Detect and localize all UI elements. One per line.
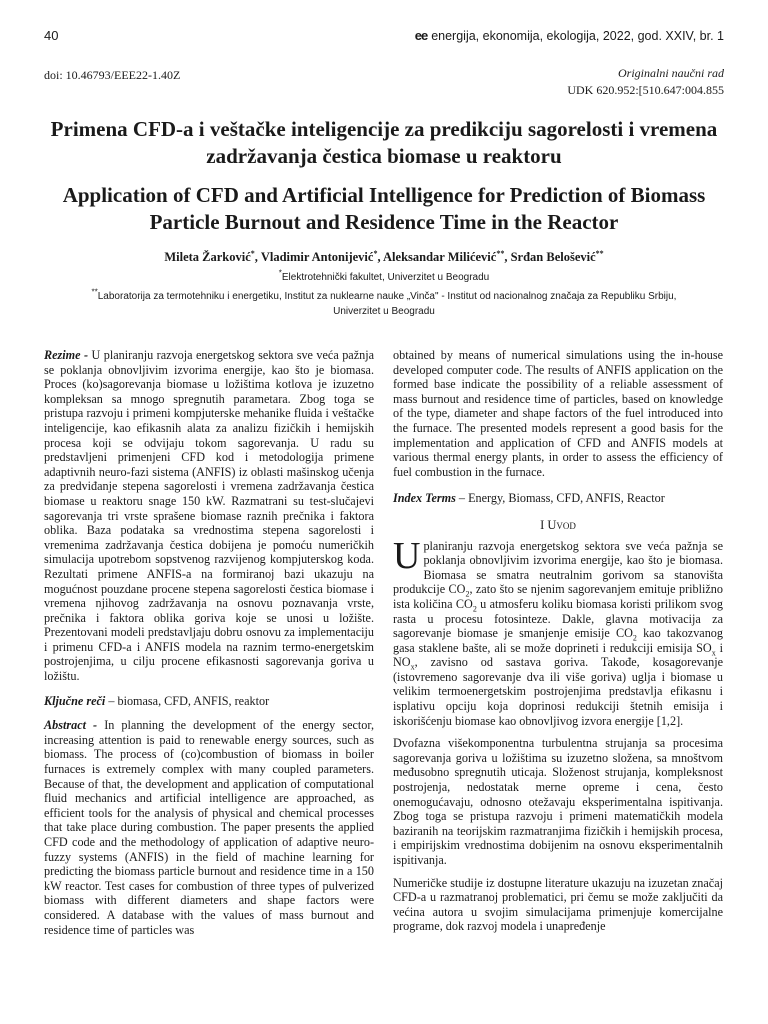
subscript: x bbox=[410, 662, 415, 672]
affiliation-text: Univerzitet u Beogradu bbox=[333, 306, 435, 317]
abstract-text: In planning the development of the energy sector, increasing attention is paid to renewable energy sources, such as biomass. The process of (co)combustion of biomass in boiler furnaces is extremely complex with many coupled parameters. Because of that, the development and application of computational fluid mechanics and artificial intelligence are approached, as efficient tools for the analysis of physical and chemical processes that take place during combustion. The paper presents the applied CFD code and the methodology of application of adaptive neuro-fuzzy systems (ANFIS) in the field of machine learning for predicting the biomass particle burnout and residence time in a 150 kW reactor. Test cases for combustion of three types of pulverized biomass with different diameters and shape factors were considered. A database with the values of mass burnout and residence time of particles was bbox=[44, 718, 375, 937]
abstract-continued: obtained by means of numerical simulations using the in-house developed computer code. The results of ANFIS application on the formed base indicate the possibility of a reliable assessment of mass burnout and residence time of particles, based on knowledge of the type, diameter and shape factors of the fuel introduced into the furnace. The presented models represent a good basis for the implementation and application of CFD and ANFIS models at various thermal energy plants, in order to assess the efficiency of fuel combustion in the furnace. bbox=[393, 348, 723, 479]
author-mark: * bbox=[250, 248, 255, 258]
rezime-paragraph bbox=[44, 348, 374, 684]
keywords-sr bbox=[44, 694, 374, 709]
intro-text: planiranju razvoja energetskog sektora sve veća pažnja se poklanja obnovljivim izvorima energije, kao što je biomasa. Biomasa se smatra neutralnim gorivom sa stanovišta produkcije CO bbox=[393, 538, 723, 597]
drop-cap: U bbox=[393, 534, 421, 577]
udk-code: UDK 620.952:[510.647:004.855 bbox=[567, 83, 724, 97]
journal-header bbox=[415, 28, 724, 43]
right-column bbox=[393, 348, 723, 942]
author-mark: * bbox=[373, 248, 378, 258]
title-serbian: Primena CFD-a i veštačke inteligencije za predikciju sagorelosti i vremena zadržavanja čestica biomase u reaktoru bbox=[50, 117, 718, 168]
title-english: Application of CFD and Artificial Intelligence for Prediction of Biomass Particle Burnout and Residence Time in the Reactor bbox=[62, 183, 706, 234]
paper-type: Originalni naučni rad bbox=[617, 66, 724, 80]
page-number: 40 bbox=[44, 28, 59, 43]
author-name: Srđan Belošević bbox=[510, 250, 596, 264]
author-name: Aleksandar Milićević bbox=[383, 250, 497, 264]
index-terms-label: Index Terms bbox=[393, 491, 456, 506]
rezime-label: Rezime - bbox=[44, 348, 89, 362]
subscript: x bbox=[711, 648, 716, 658]
index-terms-text: – Energy, Biomass, CFD, ANFIS, Reactor bbox=[458, 491, 665, 506]
author-name: Vladimir Antonijević bbox=[260, 250, 374, 264]
journal-logo-icon: ee bbox=[414, 28, 428, 43]
doi: doi: 10.46793/EEE22-1.40Z bbox=[44, 68, 181, 82]
author-mark: ** bbox=[595, 248, 604, 258]
index-terms bbox=[393, 491, 723, 506]
abstract-paragraph bbox=[44, 718, 374, 937]
subscript: 2 bbox=[632, 633, 637, 643]
intro-paragraph-1 bbox=[393, 534, 724, 729]
subscript: 2 bbox=[465, 589, 470, 599]
author-list: Mileta Žarković*, Vladimir Antonijević*, Aleksandar Milićević**, Srđan Belošević** bbox=[164, 248, 604, 264]
intro-text: , zato što se njenim sagorevanjem emituje približno ista količina CO bbox=[393, 582, 723, 611]
intro-paragraph-2: Dvofazna višekomponentna turbulentna strujanja sa procesima sagorevanja goriva u ložištima su izuzetno složena, sa mnoštvom međusobno spregnutih uticaja. Složenost strujanja, kompleksnost postrojenja, nedostatak merne opreme i cena, često onemogućavaju, odnosno otežavaju eksperimentalna ispitivanja. Zbog toga se pristupa razvoju i primeni matematičkih modela baziranih na teorijskim razmatranjima fizičkih i hemijskih procesa, i empirijskim vrednostima dobijenim na osnovu eksperimentalnih ispitivanja. bbox=[393, 736, 723, 867]
author-mark: ** bbox=[496, 248, 505, 258]
intro-text: , zavisno od sastava goriva. Takođe, kosagorevanje (istovremeno sagorevanje dva ili više goriva) uglja i biomase u velikim termoenergetskim postrojenjima predstavlja efikasnu i isplativu opciju koja doprinosi redukciji štetnih emisija i iskorišćenju biomase kao obnovljivog izvora energije [1,2]. bbox=[393, 655, 723, 728]
intro-text: i NO bbox=[393, 640, 724, 670]
affiliation-mark: ** bbox=[91, 287, 98, 297]
affiliation-text: Laboratorija za termotehniku i energetiku, Institut za nuklearne nauke „Vinča" - Institut od nacionalnog značaja za Republiku Srbiju, bbox=[97, 291, 677, 302]
subscript: 2 bbox=[472, 604, 477, 614]
section-heading: I Uvod bbox=[540, 517, 576, 532]
left-column bbox=[44, 348, 374, 945]
abstract-label: Abstract - bbox=[44, 718, 98, 733]
affiliation-mark: * bbox=[278, 268, 282, 278]
intro-text: u atmosferu koliku biomasa koristi prilikom svog rasta u procesu fotosinteze. Dakle, glavna motivacija za sagorevanje biomase je smanjenje emisije CO bbox=[393, 596, 723, 641]
affiliation-text: Elektrotehnički fakultet, Univerzitet u Beogradu bbox=[281, 272, 490, 283]
keywords-sr-label: Ključne reči bbox=[44, 693, 106, 708]
intro-text: kao takozvanog gasa staklene bašte, ali se može doprineti i redukciji emisija SO bbox=[393, 626, 723, 655]
author-name: Mileta Žarković bbox=[164, 250, 251, 264]
journal-title: energija, ekonomija, ekologija, 2022, god. XXIV, br. 1 bbox=[431, 28, 724, 43]
intro-paragraph-3: Numeričke studije iz dostupne literature ukazuju na izuzetan značaj CFD-a u razmatranoj problematici, pri čemu se može zaključiti da većina autora u svojim simulacijama primenjuje komercijalne programe, dok razvoj modela i unapređenje bbox=[393, 875, 723, 934]
rezime-text: U planiranju razvoja energetskog sektora sve veća pažnja se poklanja obnovljivim izvorima energije, kao što je biomasa. Proces (ko)sagorevanja biomase u ložištima kotlova je izuzetno kompleksan sa mnogo spregnutih parametara. Zbog toga se pristupa razvoju i primeni kompjuterske mehanike fluida i veštačke inteligencije, kao efikasnih alata za analizu fizičkih i hemijskih procesa koji se odvijaju tokom sagorevanja. U radu su predstavljeni primenjeni CFD kod i metodologija primene adaptivnih neuro-fazi sistema (ANFIS) iz oblasti mašinskog učenja za predviđanje stepena sagorelosti i vremena zadržavanja čestica biomase u reaktoru snage 150 kW. Razmatrani su test-slučajevi sagorevanja tri vrste sprašene biomase raznih prečnika i faktora oblika. Baza podataka sa vrednostima stepena sagorelosti i vremenima zadržavanja čestica dobijena je pomoću numeričkih simulacija upotrebom sopstvenog razvijenog kompjuterskog koda. Rezultati primene ANFIS-a na formiranoj bazi ukazuju na mogućnost pouzdane procene stepena sagorelosti čestica biomase i vremena njihovog zadržavanja na osnovu poznavanja vrste, prečnika i faktora oblika goriva koje se unosi u ložište. Prezentovani modeli predstavljaju dobru osnovu za implementaciju i primenu CFD-a i ANFIS modela na raznim termo-energetskim postrojenjima, u cilju procene efikasnosti sagorevanja goriva u ložištu. bbox=[44, 348, 374, 684]
affiliation-1 bbox=[40, 268, 728, 283]
affiliation-2 bbox=[40, 289, 728, 319]
keywords-sr-text: – biomasa, CFD, ANFIS, reaktor bbox=[108, 693, 270, 708]
